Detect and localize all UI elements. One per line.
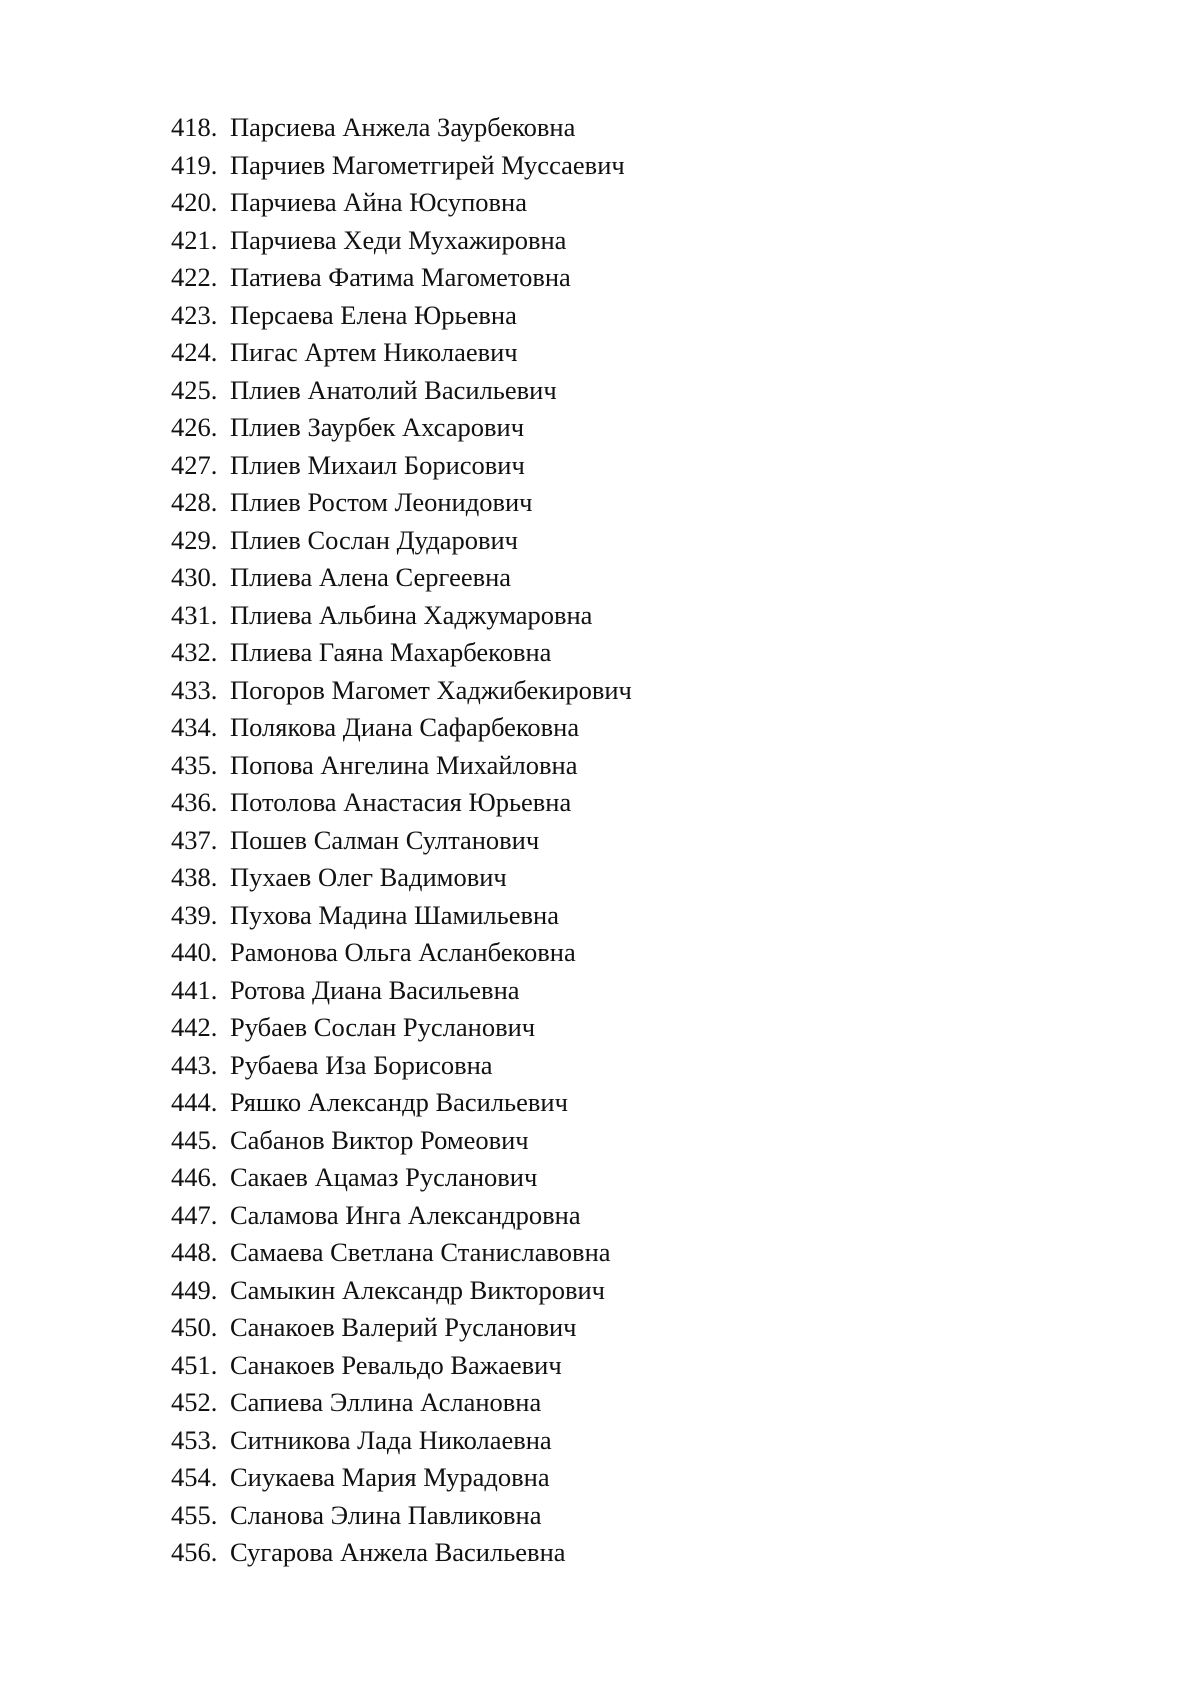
list-item-name: Парчиев Магометгирей Муссаевич xyxy=(230,149,625,180)
list-item xyxy=(171,562,632,600)
list-item-number: 441. xyxy=(171,974,218,1005)
list-item-number: 454. xyxy=(171,1462,218,1492)
list-item-name: Плиева Алена Сергеевна xyxy=(230,562,512,592)
list-item xyxy=(171,1162,632,1200)
list-item-name: Плиева Гаяна Махарбековна xyxy=(230,637,552,667)
list-item-name: Парсиева Анжела Заурбековна xyxy=(230,112,576,142)
list-item xyxy=(171,1425,632,1463)
list-item-number: 442. xyxy=(171,1012,218,1042)
list-item-number: 446. xyxy=(171,1162,218,1192)
list-item xyxy=(171,1200,632,1238)
list-item-number: 424. xyxy=(171,337,218,367)
list-item-name: Сабанов Виктор Ромеович xyxy=(230,1124,529,1155)
list-item xyxy=(171,1350,632,1388)
list-item-number: 434. xyxy=(171,712,218,742)
list-item xyxy=(171,825,632,863)
list-item-name: Сапиева Эллина Аслановна xyxy=(230,1387,542,1417)
list-item-number: 419. xyxy=(171,149,218,180)
list-item-number: 427. xyxy=(171,449,218,480)
list-item xyxy=(171,600,632,638)
list-item-number: 423. xyxy=(171,299,218,330)
list-item xyxy=(171,375,632,413)
list-item-number: 425. xyxy=(171,374,218,405)
list-item-name: Пухаев Олег Вадимович xyxy=(230,862,507,892)
list-item xyxy=(171,1050,632,1088)
list-item-number: 420. xyxy=(171,187,218,217)
list-item xyxy=(171,937,632,975)
list-item-number: 429. xyxy=(171,524,218,555)
list-item-name: Погоров Магомет Хаджибекирович xyxy=(230,674,632,705)
list-item xyxy=(171,412,632,450)
list-item-name: Саламова Инга Александровна xyxy=(230,1199,581,1230)
list-item-name: Потолова Анастасия Юрьевна xyxy=(230,787,572,817)
list-item-name: Полякова Диана Сафарбековна xyxy=(230,712,580,742)
list-item-name: Парчиева Айна Юсуповна xyxy=(230,187,527,217)
list-item-name: Плиев Заурбек Ахсарович xyxy=(230,412,525,442)
list-item-number: 432. xyxy=(171,637,218,667)
list-item xyxy=(171,450,632,488)
list-item xyxy=(171,112,632,150)
list-item-number: 437. xyxy=(171,824,218,855)
list-item xyxy=(171,487,632,525)
list-item xyxy=(171,900,632,938)
list-item-number: 445. xyxy=(171,1124,218,1155)
list-item-number: 430. xyxy=(171,562,218,592)
list-item-number: 440. xyxy=(171,937,218,967)
list-item-name: Санакоев Ревальдо Важаевич xyxy=(230,1349,562,1380)
list-item xyxy=(171,337,632,375)
list-item-number: 452. xyxy=(171,1387,218,1417)
list-item-name: Самаева Светлана Станиславовна xyxy=(230,1237,611,1267)
list-item-number: 426. xyxy=(171,412,218,442)
list-item xyxy=(171,675,632,713)
list-item-number: 456. xyxy=(171,1537,218,1567)
list-item-name: Сакаев Ацамаз Русланович xyxy=(230,1162,538,1192)
list-item xyxy=(171,637,632,675)
list-item xyxy=(171,525,632,563)
list-item-number: 421. xyxy=(171,224,218,255)
list-item-number: 450. xyxy=(171,1312,218,1342)
list-item-name: Ситникова Лада Николаевна xyxy=(230,1424,552,1455)
list-item-number: 443. xyxy=(171,1049,218,1080)
list-item xyxy=(171,187,632,225)
list-item xyxy=(171,787,632,825)
list-item-number: 436. xyxy=(171,787,218,817)
list-item-number: 428. xyxy=(171,487,218,517)
list-item xyxy=(171,1312,632,1350)
list-item xyxy=(171,1275,632,1313)
list-item-name: Рубаева Иза Борисовна xyxy=(230,1049,493,1080)
list-item-name: Парчиева Хеди Мухажировна xyxy=(230,224,567,255)
list-item-name: Рамонова Ольга Асланбековна xyxy=(230,937,576,967)
list-item-number: 444. xyxy=(171,1087,218,1117)
list-item-number: 449. xyxy=(171,1274,218,1305)
list-item-name: Попова Ангелина Михайловна xyxy=(230,749,578,780)
list-item-number: 435. xyxy=(171,749,218,780)
list-item xyxy=(171,1537,632,1575)
list-item xyxy=(171,1012,632,1050)
list-item-number: 447. xyxy=(171,1199,218,1230)
list-item-name: Патиева Фатима Магометовна xyxy=(230,262,571,292)
list-item-number: 438. xyxy=(171,862,218,892)
list-item xyxy=(171,225,632,263)
list-item-name: Самыкин Александр Викторович xyxy=(230,1274,605,1305)
list-item-number: 455. xyxy=(171,1499,218,1530)
list-item-number: 448. xyxy=(171,1237,218,1267)
list-item-name: Пошев Салман Султанович xyxy=(230,824,540,855)
list-item-number: 433. xyxy=(171,674,218,705)
list-item-number: 451. xyxy=(171,1349,218,1380)
list-item-name: Сланова Элина Павликовна xyxy=(230,1499,542,1530)
list-item xyxy=(171,862,632,900)
name-list xyxy=(171,112,632,1575)
list-item-name: Плиев Ростом Леонидович xyxy=(230,487,533,517)
list-item-name: Плиев Анатолий Васильевич xyxy=(230,374,557,405)
list-item-name: Пухова Мадина Шамильевна xyxy=(230,899,559,930)
list-item-name: Ротова Диана Васильевна xyxy=(230,974,520,1005)
list-item xyxy=(171,1087,632,1125)
list-item-number: 418. xyxy=(171,112,218,142)
list-item-name: Персаева Елена Юрьевна xyxy=(230,299,517,330)
list-item xyxy=(171,750,632,788)
list-item xyxy=(171,975,632,1013)
list-item-number: 431. xyxy=(171,599,218,630)
list-item xyxy=(171,1462,632,1500)
list-item xyxy=(171,1500,632,1538)
list-item-name: Сиукаева Мария Мурадовна xyxy=(230,1462,550,1492)
list-item xyxy=(171,712,632,750)
list-item xyxy=(171,262,632,300)
list-item xyxy=(171,1237,632,1275)
list-item-name: Сугарова Анжела Васильевна xyxy=(230,1537,566,1567)
list-item xyxy=(171,300,632,338)
list-item xyxy=(171,1387,632,1425)
list-item-name: Ряшко Александр Васильевич xyxy=(230,1087,568,1117)
list-item xyxy=(171,1125,632,1163)
list-item-name: Плиев Сослан Дударович xyxy=(230,524,519,555)
list-item-name: Рубаев Сослан Русланович xyxy=(230,1012,536,1042)
list-item-name: Плиева Альбина Хаджумаровна xyxy=(230,599,593,630)
list-item-name: Санакоев Валерий Русланович xyxy=(230,1312,577,1342)
list-item xyxy=(171,150,632,188)
list-item-name: Плиев Михаил Борисович xyxy=(230,449,525,480)
list-item-number: 453. xyxy=(171,1424,218,1455)
list-item-name: Пигас Артем Николаевич xyxy=(230,337,518,367)
list-item-number: 439. xyxy=(171,899,218,930)
list-item-number: 422. xyxy=(171,262,218,292)
